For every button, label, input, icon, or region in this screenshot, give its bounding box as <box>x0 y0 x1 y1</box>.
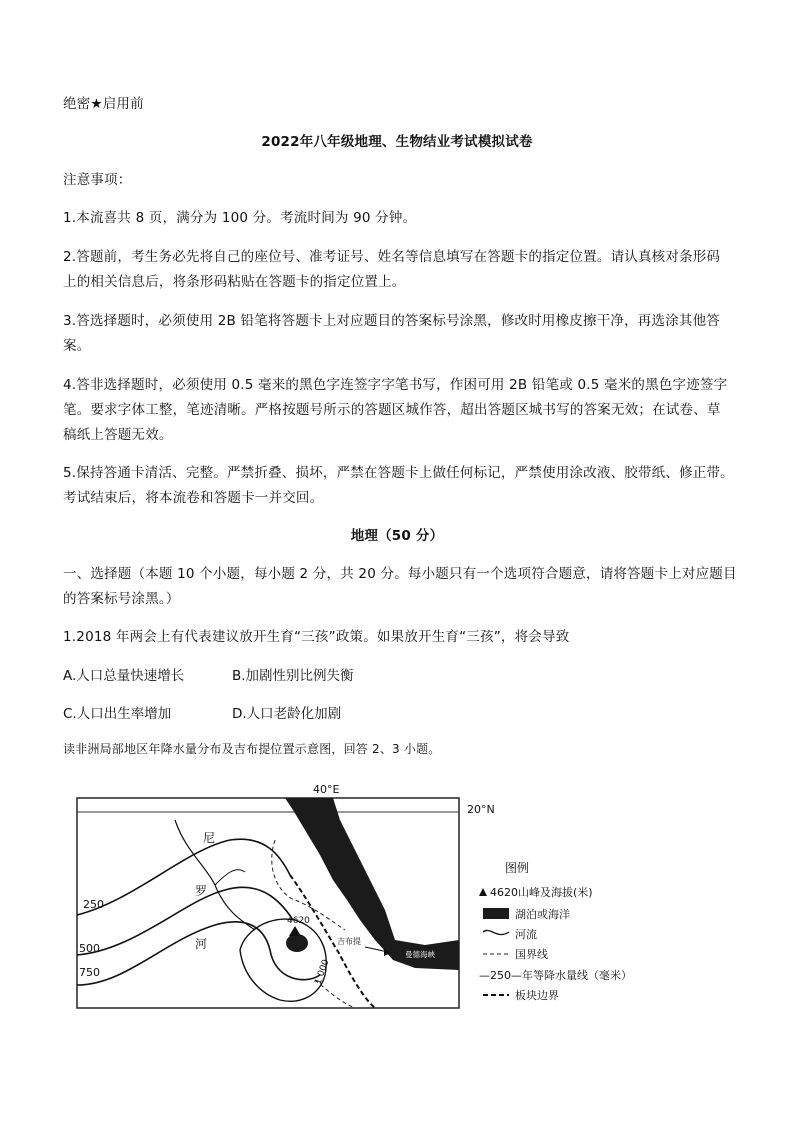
lon-label: 40°E <box>313 783 340 796</box>
note-2-line-2: 上的相关信息后，将条形码粘贴在答题卡的指定位置上。 <box>63 274 406 290</box>
isoline-label-250: 250 <box>83 898 104 911</box>
note-2-line-1: 2.答题前，考生务必先将自己的座位号、准考证号、姓名等信息填写在答题卡的指定位置。请认真核对条形码 <box>63 249 721 265</box>
legend-peak-icon <box>479 888 487 896</box>
river-char-3: 河 <box>195 937 208 951</box>
legend-border: 国界线 <box>515 948 548 961</box>
legend-river: 河流 <box>515 928 537 941</box>
legend-river-icon <box>483 930 509 934</box>
section-instructions-line-1: 一、选择题（本题 10 个小题，每小题 2 分，共 20 分。每小题只有一个选项符合题意，请将答题卡上对应题目 <box>63 566 737 582</box>
peak-label: 4620 <box>287 916 310 926</box>
question-1-option-c: C.人口出生率增加 <box>63 706 172 722</box>
legend-title: 图例 <box>505 861 530 875</box>
isoline-label-1000: 1 000 <box>313 958 332 987</box>
legend-plate: 板块边界 <box>515 989 559 1002</box>
sea-area <box>285 798 459 970</box>
legend-lake-swatch <box>483 908 509 919</box>
city-label: 吉布提 <box>337 937 361 946</box>
question-1-option-d: D.人口老龄化加剧 <box>232 706 342 722</box>
river-char-2: 罗 <box>195 884 208 898</box>
isoline-250 <box>77 839 290 915</box>
question-1-option-b: B.加剧性别比例失衡 <box>232 668 354 684</box>
isoline-750 <box>77 922 320 985</box>
peak-icon <box>289 926 301 936</box>
river-char-1: 尼 <box>203 831 216 845</box>
note-4-line-3: 稿纸上答题无效。 <box>63 427 173 443</box>
isoline-label-750: 750 <box>79 966 100 979</box>
note-4-line-2: 笔。要求字体工整，笔迹清晰。严格按题号所示的答题区城作答，超出答题区城书写的答案无效；在试卷、草 <box>63 402 721 418</box>
isoline-1000 <box>240 919 326 1001</box>
note-4-line-1: 4.答非选择题时，必须使用 0.5 毫来的黑色字连签字字笔书写，作困可用 2B 铅笔或 0.5 毫米的黑色字迹签字 <box>63 377 728 393</box>
note-3-line-1: 3.答选择题时，必须使用 2B 铅笔将答题卡上对应题目的答案标号涂黑，修改时用橡皮擦干净，再选涂其他答 <box>63 313 721 329</box>
legend-lake: 湖泊或海洋 <box>515 908 570 921</box>
strait-label: 曼德海峡 <box>405 950 435 959</box>
isoline-500 <box>77 887 293 955</box>
map-frame <box>77 798 459 1008</box>
notes-heading: 注意事项： <box>63 172 132 188</box>
note-3-line-2: 案。 <box>63 338 91 354</box>
note-5-line-1: 5.保持答通卡清活、完整。严禁折叠、损坏，严禁在答题卡上做任何标记，严禁使用涂改液、胶带纸、修正带。 <box>63 465 734 481</box>
section-instructions-line-2: 的答案标号涂黑。） <box>63 591 180 607</box>
river-branch <box>215 870 245 885</box>
map-caption: 读非洲局部地区年降水量分布及吉布提位置示意图，回答 2、3 小题。 <box>63 742 441 756</box>
question-1-option-a: A.人口总量快速增长 <box>63 668 185 684</box>
note-5-line-2: 考试结束后，将本流卷和答题卡一并交回。 <box>63 490 324 506</box>
legend-isoline: —250—年等降水量线（毫米） <box>479 969 632 982</box>
confidential-mark: 绝密★启用前 <box>63 96 144 112</box>
section-title: 地理（50 分） <box>350 528 444 544</box>
rainfall-map-figure <box>65 780 665 1020</box>
isoline-label-500: 500 <box>79 942 100 955</box>
lake <box>286 934 308 952</box>
legend-peak: 4620山峰及海拔(米) <box>490 886 593 899</box>
question-1-stem: 1.2018 年两会上有代表建议放开生育“三孩”政策。如果放开生育“三孩”，将会导致 <box>63 629 570 645</box>
exam-title: 2022年八年级地理、生物结业考试模拟试卷 <box>261 134 533 150</box>
lat-label: 20°N <box>467 803 495 816</box>
note-1: 1.本流喜共 8 页，满分为 100 分。考流时间为 90 分钟。 <box>63 210 417 226</box>
